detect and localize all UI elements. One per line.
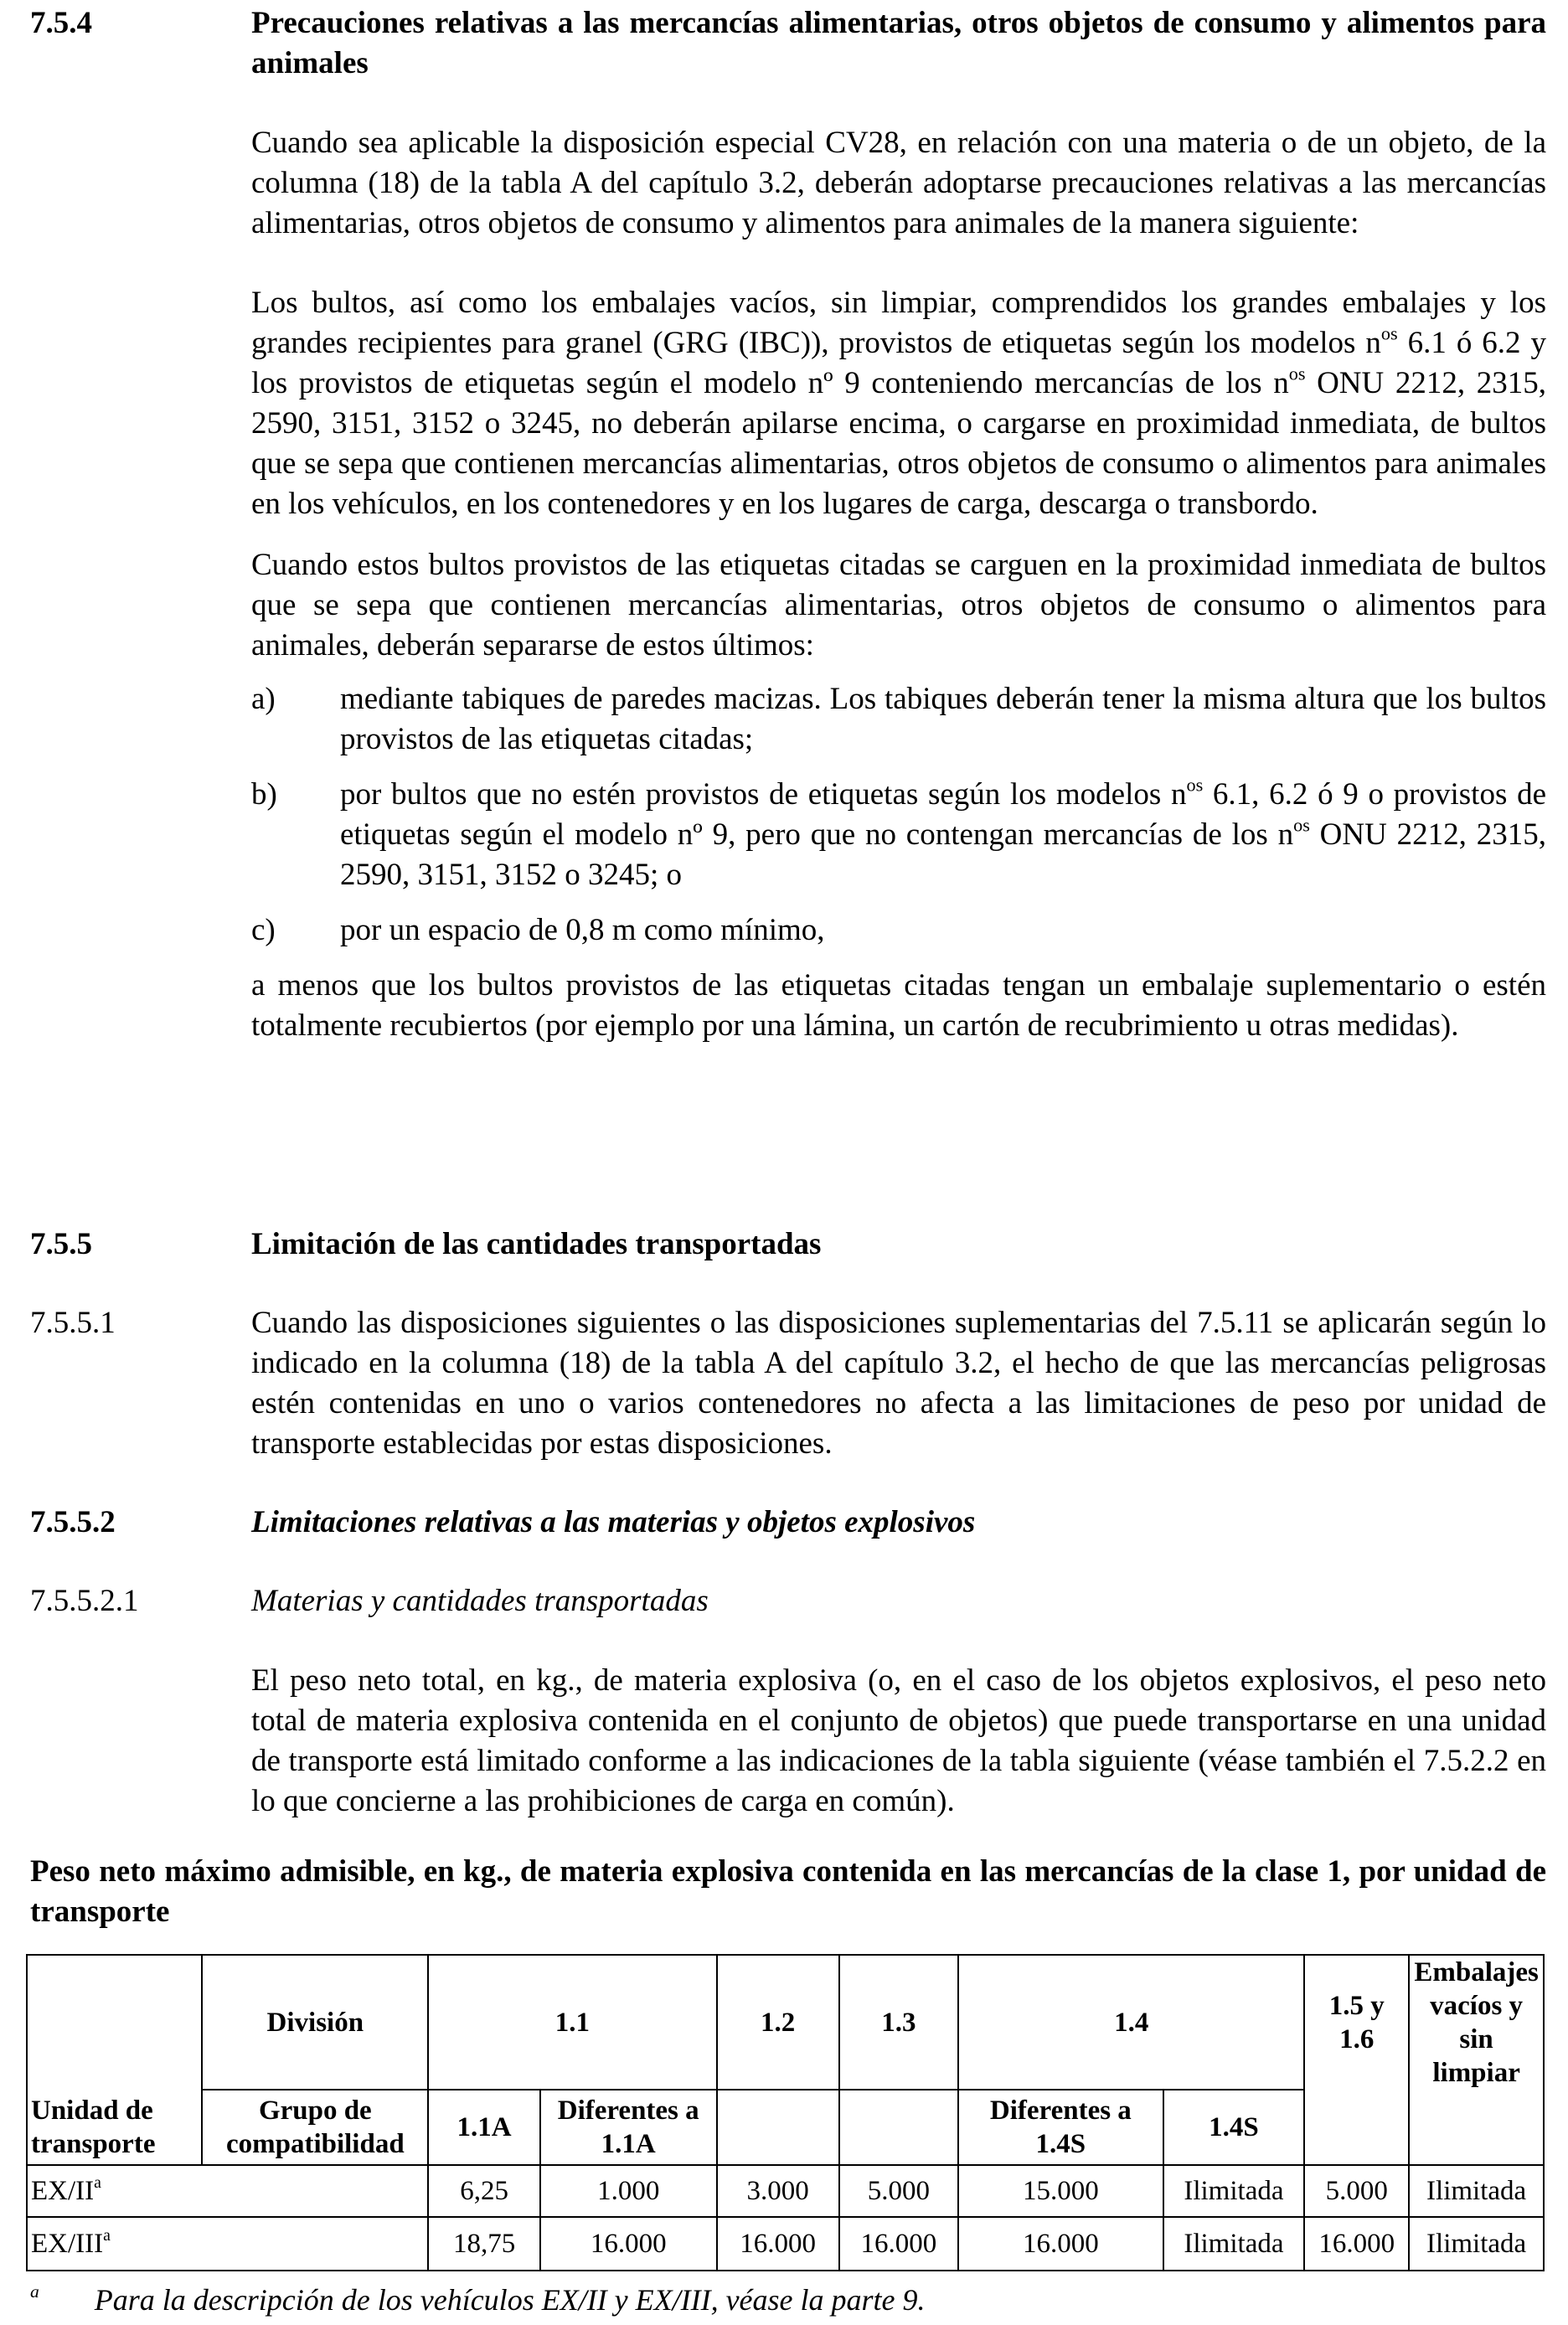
section-7-5-5 bbox=[30, 1224, 1546, 1265]
list-item-c: c) por un espacio de 0,8 m como mínimo, bbox=[251, 913, 825, 947]
row-unit: EX/III$^a$ bbox=[27, 2217, 428, 2271]
header-division-1-3: 1.3 bbox=[839, 1955, 959, 2090]
section-number: 7.5.4 bbox=[30, 6, 92, 40]
list-item-a: a) mediante tabiques de paredes macizas. Los tabiques deberán tener la misma altura que los bultos provistos de las etiquetas citadas; bbox=[251, 682, 1546, 756]
section-title: Materias y cantidades transportadas bbox=[251, 1584, 709, 1618]
section-7-5-5-2 bbox=[30, 1503, 1546, 1543]
section-title: Precauciones relativas a las mercancías alimentarias, otros objetos de consumo y alimentos para animales bbox=[251, 6, 1546, 80]
header-compatibility-group: Grupo de compatibilidad bbox=[202, 2090, 428, 2165]
header-division-1-5-1-6: 1.5 y 1.6 bbox=[1304, 1955, 1409, 2090]
table-cell: 16.000 bbox=[839, 2217, 959, 2271]
table-cell: 1.000 bbox=[540, 2165, 717, 2217]
paragraph: Cuando sea aplicable la disposición especial CV28, en relación con una materia o de un objeto, de la columna (18) de la tabla A del capítulo 3.2, deberán adoptarse precauciones relativas a las mercancías alimentarias, otros objetos de consumo y alimentos para animales de la manera siguiente: bbox=[251, 126, 1546, 240]
table-cell: 18,75 bbox=[428, 2217, 540, 2271]
table-row bbox=[27, 2165, 1544, 2217]
header-empty-packaging: Embalajes vacíos y sin limpiar bbox=[1409, 1955, 1544, 2090]
footnote bbox=[30, 2280, 926, 2320]
section-number: 7.5.5 bbox=[30, 1227, 92, 1261]
table-cell: Ilimitada bbox=[1163, 2165, 1305, 2217]
table-cell: Ilimitada bbox=[1163, 2217, 1305, 2271]
header-group-not-1-1a: Diferentes a 1.1A bbox=[540, 2090, 717, 2165]
header-division-1-1: 1.1 bbox=[428, 1955, 716, 2090]
header-division: División bbox=[202, 1955, 428, 2090]
table-cell: Ilimitada bbox=[1409, 2165, 1544, 2217]
header-group-1-1a: 1.1A bbox=[428, 2090, 540, 2165]
footnote-text: Para la descripción de los vehículos EX/II y EX/III, véase la parte 9. bbox=[94, 2283, 926, 2317]
table-cell: 16.000 bbox=[540, 2217, 717, 2271]
section-number: 7.5.5.2.1 bbox=[30, 1584, 139, 1618]
header-group-not-1-4s: Diferentes a 1.4S bbox=[958, 2090, 1163, 2165]
paragraph: Cuando estos bultos provistos de las etiquetas citadas se carguen en la proximidad inmediata de bultos que se sepa que contienen mercancías alimentarias, otros objetos de consumo o alimentos para animales, deberán separarse de estos últimos: bbox=[251, 548, 1546, 662]
table-row bbox=[27, 2217, 1544, 2271]
paragraph: El peso neto total, en kg., de materia explosiva (o, en el caso de los objetos explosivos, el peso neto total de materia explosiva contenida en el conjunto de objetos) que puede transportarse en una unidad de transporte está limitado conforme a las indicaciones de la tabla siguiente (véase también el 7.5.2.2 en lo que concierne a las prohibiciones de carga en común). bbox=[251, 1663, 1546, 1818]
section-title: Limitación de las cantidades transportadas bbox=[251, 1227, 822, 1261]
section-7-5-5-2-1 bbox=[30, 1581, 1546, 1822]
table-caption: Peso neto máximo admisible, en kg., de materia explosiva contenida en las mercancías de la clase 1, por unidad de transporte bbox=[30, 1854, 1546, 1929]
footnote-mark: a bbox=[30, 2281, 39, 2302]
section-number: 7.5.5.1 bbox=[30, 1306, 116, 1340]
explosive-limits-table bbox=[26, 1954, 1545, 2271]
list-item-b: b) por bultos que no estén provistos de etiquetas según los modelos $n^{os}$ 6.1, 6.2 ó 9 o provistos de etiquetas según el modelo nº 9, pero que no contengan mercancías de los $n^{os}$ ONU 2212, 2315, 2590, 3151, 3152 o 3245; o bbox=[251, 774, 1546, 892]
table-cell: 3.000 bbox=[717, 2165, 839, 2217]
paragraph: Cuando las disposiciones siguientes o las disposiciones suplementarias del 7.5.11 se aplicarán según lo indicado en la columna (18) de la tabla A del capítulo 3.2, el hecho de que las mercancías peligrosas estén contenidas en uno o varios contenedores no afecta a las limitaciones de peso por unidad de transporte establecidas por estas disposiciones. bbox=[251, 1306, 1546, 1461]
paragraph: a menos que los bultos provistos de las etiquetas citadas tengan un embalaje suplementario o estén totalmente recubiertos (por ejemplo por una lámina, un cartón de recubrimiento u otras medidas). bbox=[251, 968, 1546, 1043]
table-cell: 16.000 bbox=[717, 2217, 839, 2271]
header-transport-unit: Unidad de transporte bbox=[27, 2090, 202, 2165]
table-cell: 16.000 bbox=[1304, 2217, 1409, 2271]
section-title: Limitaciones relativas a las materias y objetos explosivos bbox=[251, 1505, 976, 1539]
table-cell: 16.000 bbox=[958, 2217, 1163, 2271]
header-group-1-4s: 1.4S bbox=[1163, 2090, 1305, 2165]
section-7-5-4 bbox=[30, 3, 1546, 1046]
row-unit: $EX/II^a$ bbox=[27, 2165, 428, 2217]
header-division-1-4: 1.4 bbox=[958, 1955, 1304, 2090]
table-cell: 5.000 bbox=[1304, 2165, 1409, 2217]
table-cell: 15.000 bbox=[958, 2165, 1163, 2217]
section-7-5-5-1 bbox=[30, 1303, 1546, 1464]
table-cell: 6,25 bbox=[428, 2165, 540, 2217]
header-division-1-2: 1.2 bbox=[717, 1955, 839, 2090]
table-cell: 5.000 bbox=[839, 2165, 959, 2217]
paragraph: Los bultos, así como los embalajes vacíos, sin limpiar, comprendidos los grandes embalajes y los grandes recipientes para granel (GRG (IBC)), provistos de etiquetas según los modelos $n^{os}$ 6.1 ó 6.2 y los provistos de etiquetas según el modelo nº 9 conteniendo mercancías de los $n^{os}$ ONU 2212, 2315, 2590, 3151, 3152 o 3245, no deberán apilarse encima, o cargarse en proximidad inmediata, de bultos que se sepa que contienen mercancías alimentarias, otros objetos de consumo o alimentos para animales en los vehículos, en los contenedores y en los lugares de carga, descarga o transbordo. bbox=[251, 286, 1547, 521]
section-number: 7.5.5.2 bbox=[30, 1505, 116, 1539]
table-cell: Ilimitada bbox=[1409, 2217, 1544, 2271]
